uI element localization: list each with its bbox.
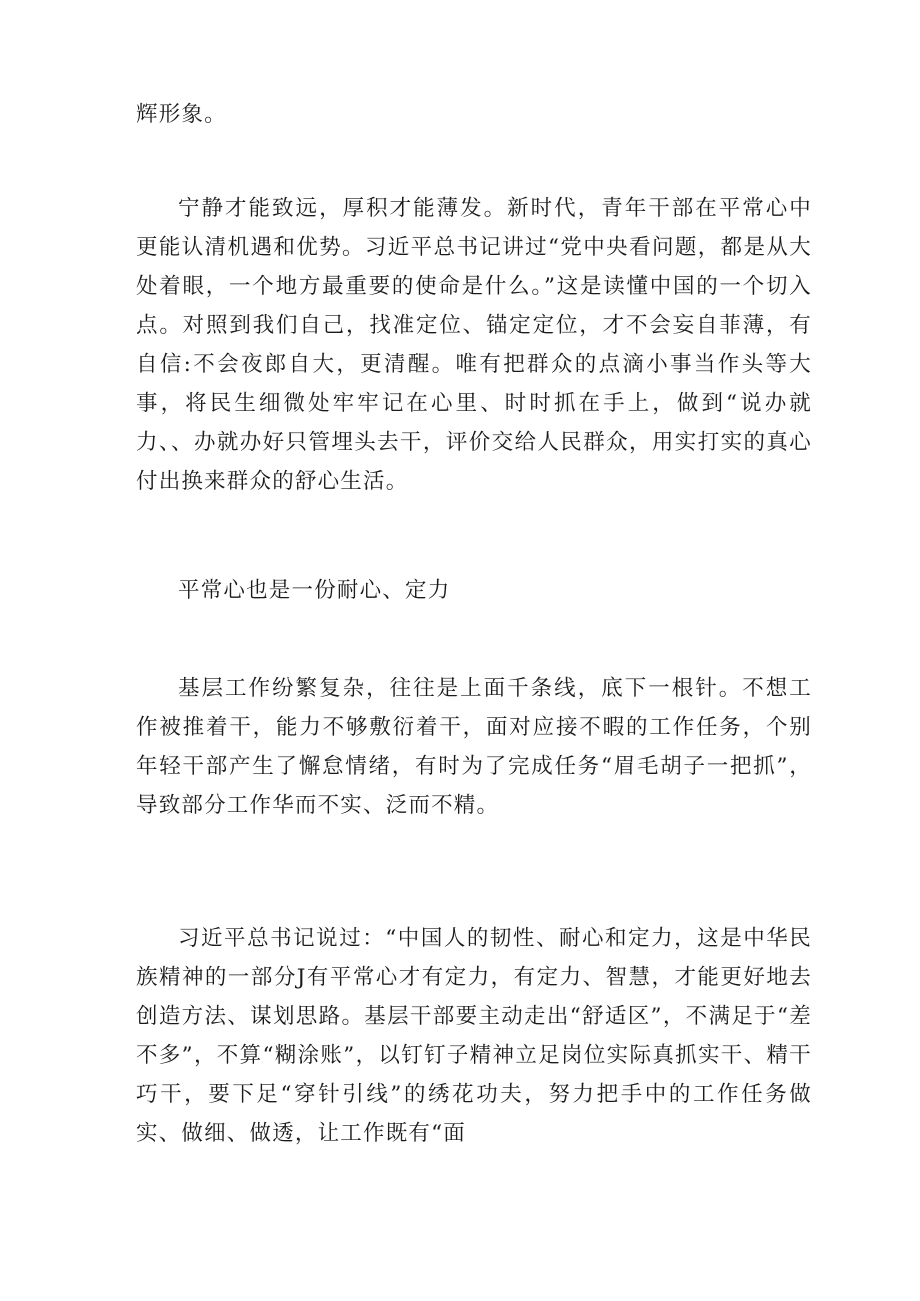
paragraph-body: 基层工作纷繁复杂，往往是上面千条线，底下一根针。不想工作被推着干，能力不够敷衍着干，面对应接不暇的工作任务，个别年轻干部产生了懈怠情绪，有时为了完成任务“眉毛胡子一把抓”，导致部分工作华而不实、泛而不精。 bbox=[136, 676, 812, 818]
section-heading: 平常心也是一份耐心、定力 bbox=[178, 578, 451, 603]
paragraph-body: 习近平总书记说过：“中国人的韧性、耐心和定力，这是中华民族精神的一部分J有平常心才有定力，有定力、智慧，才能更好地去创造方法、谋划思路。基层干部要主动走出“舒适区”，不满足于“差不多”，不算“糊涂账”，以钉钉子精神立足岗位实际真抓实干、精干巧干，要下足“穿针引线”的绣花功夫，努力把手中的工作任务做实、做细、做透，让工作既有“面 bbox=[136, 926, 812, 1146]
paragraph-body: 宁静才能致远，厚积才能薄发。新时代，青年干部在平常心中更能认清机遇和优势。习近平总书记讲过“党中央看问题，都是从大处着眼，一个地方最重要的使命是什么。”这是读懂中国的一个切入点。对照到我们自己，找准定位、锚定定位，才不会妄自菲薄，有自信:不会夜郎自大，更清醒。唯有把群众的点滴小事当作头等大事，将民生细微处牢牢记在心里、时时抓在手上，做到“说办就力、、办就办好只管埋头去干，评价交给人民群众，用实打实的真心付出换来群众的舒心生活。 bbox=[136, 196, 812, 494]
paragraph-continuation: 辉形象。 bbox=[136, 102, 227, 127]
